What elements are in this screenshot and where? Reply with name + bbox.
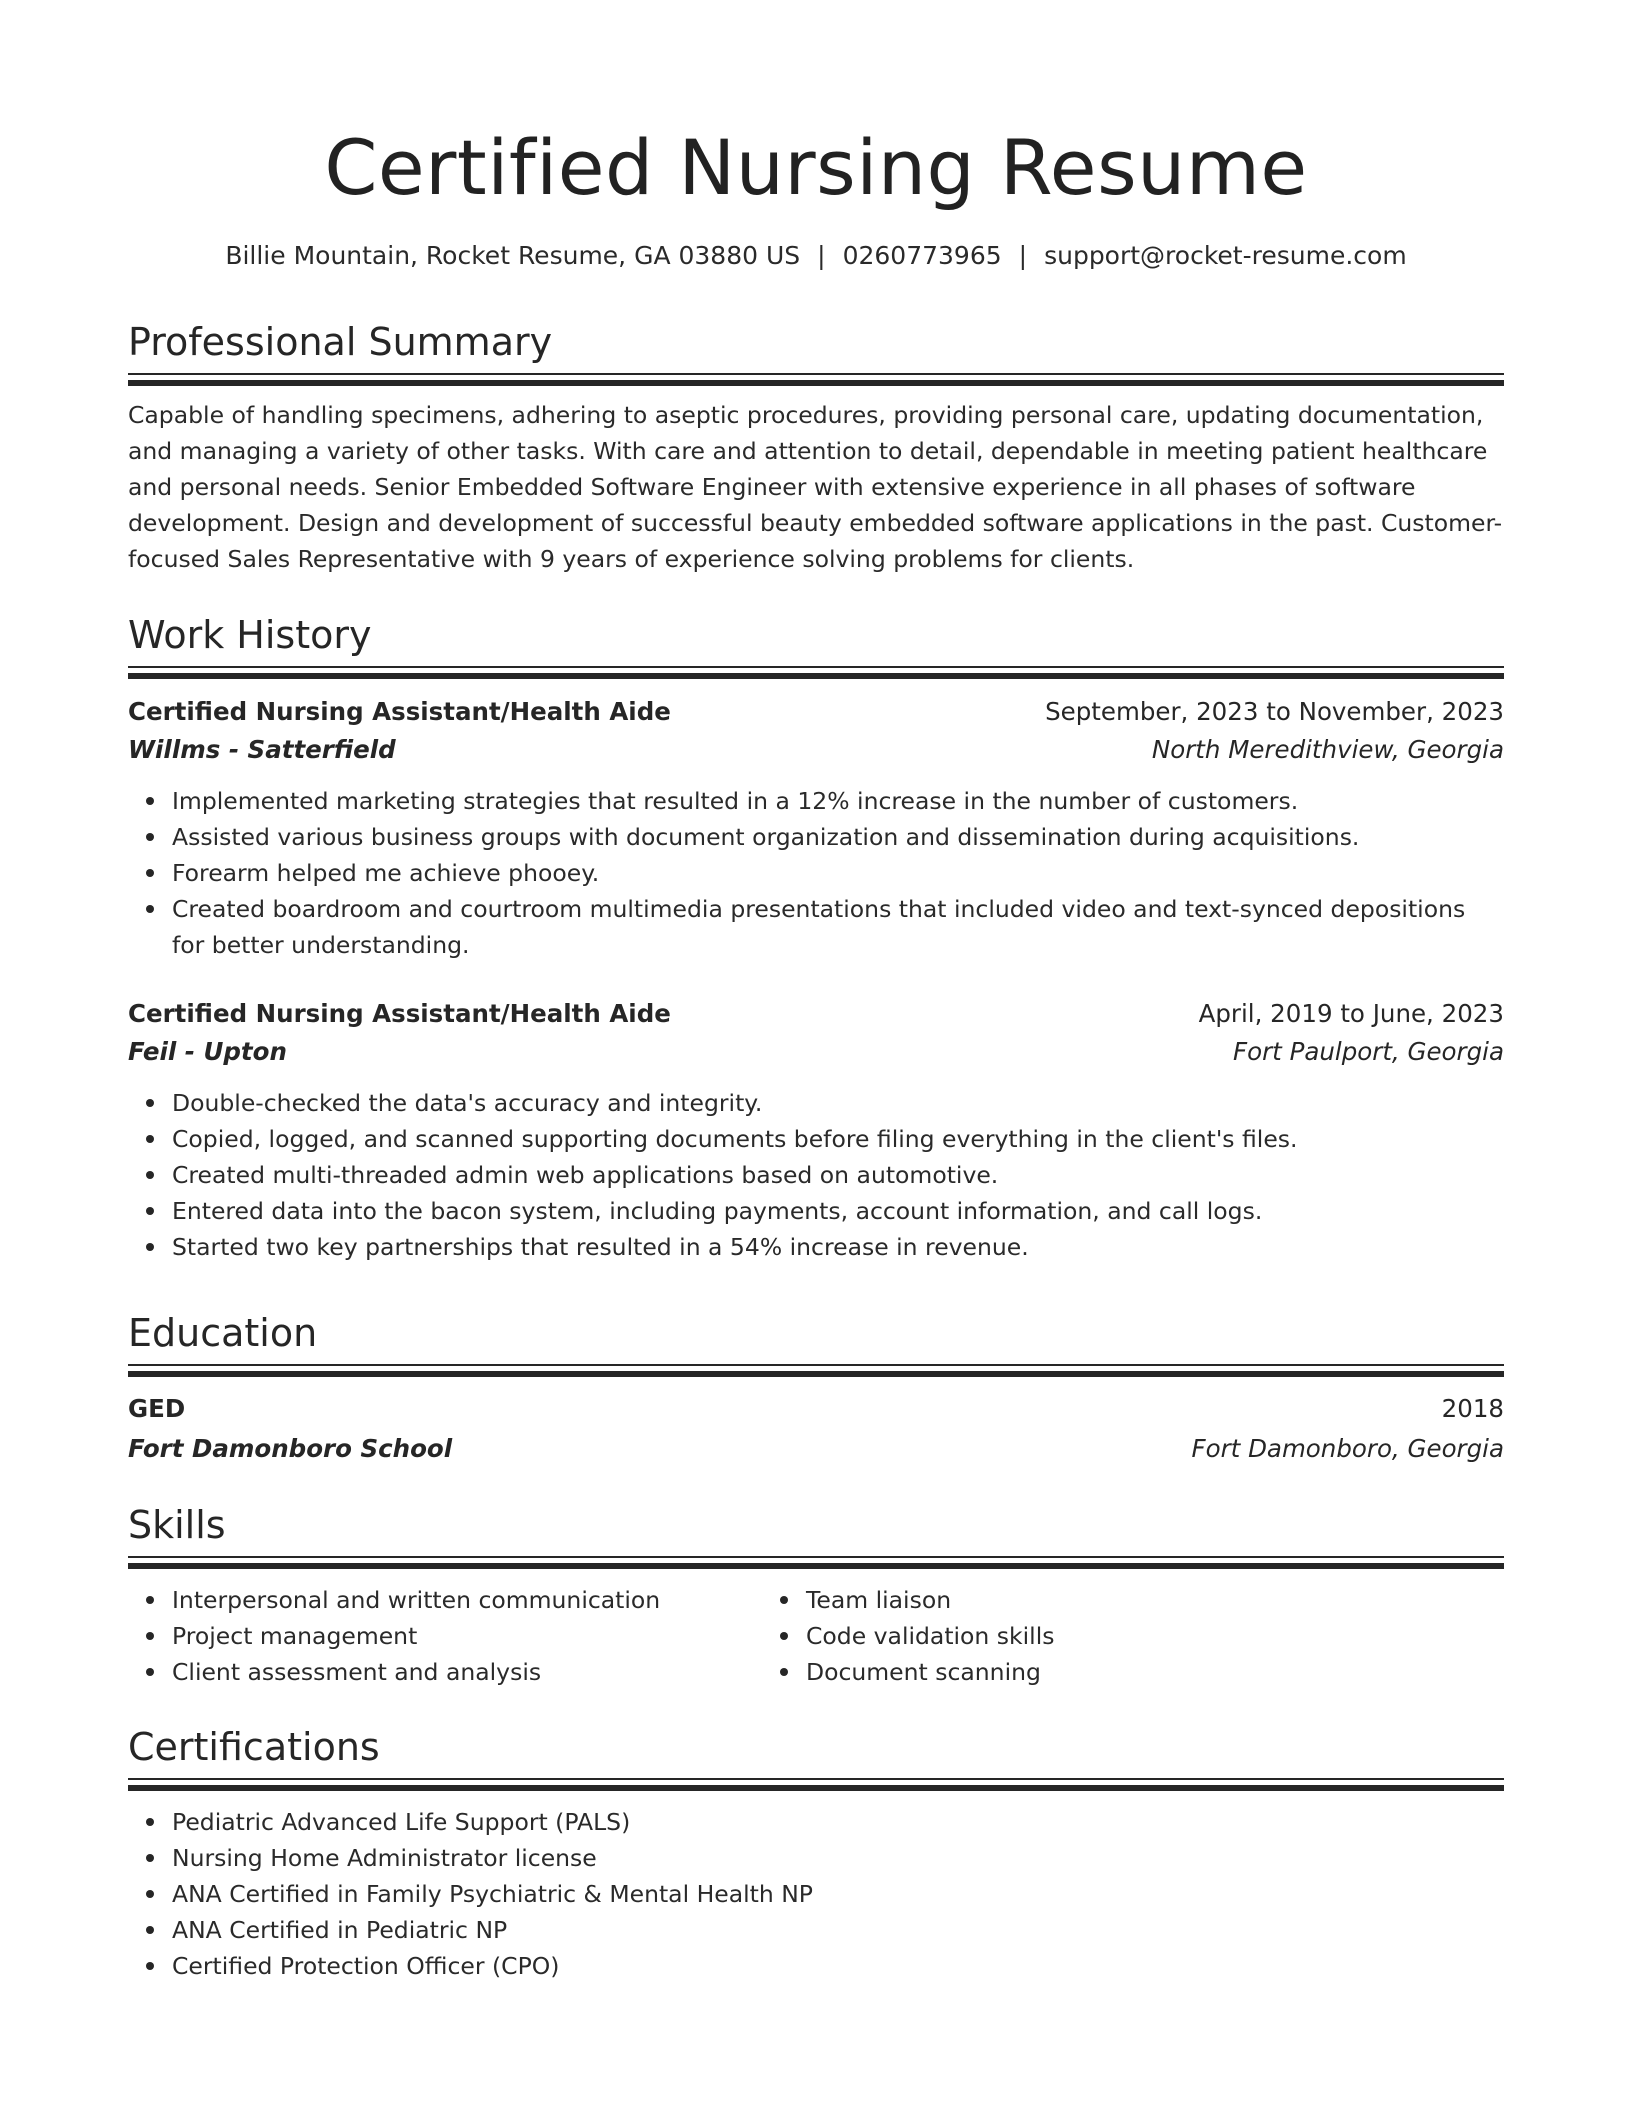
list-item: ANA Certified in Pediatric NP bbox=[172, 1912, 1504, 1948]
job-entry bbox=[128, 995, 1504, 1265]
skills-list-right bbox=[762, 1582, 1396, 1690]
section-heading-work-history: Work History bbox=[128, 613, 372, 657]
job-entry bbox=[128, 693, 1504, 963]
section-heading-summary: Professional Summary bbox=[128, 320, 553, 364]
list-item: Pediatric Advanced Life Support (PALS) bbox=[172, 1804, 1504, 1840]
section-divider bbox=[128, 1364, 1504, 1378]
contact-email: support@rocket-resume.com bbox=[1044, 241, 1407, 270]
education-degree: GED bbox=[128, 1394, 186, 1423]
job-bullets bbox=[128, 783, 1504, 963]
list-item: Nursing Home Administrator license bbox=[172, 1840, 1504, 1876]
contact-line bbox=[128, 238, 1504, 274]
education-location: Fort Damonboro, Georgia bbox=[1191, 1434, 1504, 1463]
contact-separator: | bbox=[817, 241, 826, 270]
skills-section bbox=[128, 1500, 1504, 1690]
job-title: Certified Nursing Assistant/Health Aide bbox=[128, 697, 671, 726]
section-divider bbox=[128, 1778, 1504, 1792]
section-divider bbox=[128, 373, 1504, 387]
job-company-row bbox=[128, 731, 1504, 769]
section-divider bbox=[128, 1556, 1504, 1570]
list-item: Interpersonal and written communication bbox=[172, 1582, 762, 1618]
education-entry bbox=[128, 1390, 1504, 1468]
list-item: Started two key partnerships that resulted in a 54% increase in revenue. bbox=[172, 1229, 1504, 1265]
summary-section bbox=[128, 317, 1504, 577]
summary-text: Capable of handling specimens, adhering to aseptic procedures, providing personal care, updating documentation, and managing a variety of other tasks. With care and attention to detail, dependable in meeting patient healthcare and personal needs. Senior Embedded Software Engineer with extensive experience in all phases of software development. Design and development of successful beauty embedded software applications in the past. Customer-focused Sales Representative with 9 years of experience solving problems for clients. bbox=[128, 401, 1503, 573]
certifications-section bbox=[128, 1722, 1504, 1984]
education-school: Fort Damonboro School bbox=[128, 1434, 453, 1463]
work-history-section bbox=[128, 610, 1504, 1265]
education-school-row bbox=[128, 1430, 1504, 1468]
job-bullets bbox=[128, 1085, 1504, 1265]
list-item: Assisted various business groups with document organization and dissemination during acquisitions. bbox=[172, 819, 1504, 855]
section-heading-education: Education bbox=[128, 1311, 318, 1355]
list-item: ANA Certified in Family Psychiatric & Mental Health NP bbox=[172, 1876, 1504, 1912]
list-item: Project management bbox=[172, 1618, 762, 1654]
list-item: Created multi-threaded admin web applications based on automotive. bbox=[172, 1157, 1504, 1193]
education-section bbox=[128, 1308, 1504, 1468]
job-location: North Meredithview, Georgia bbox=[1151, 735, 1504, 764]
education-year: 2018 bbox=[1441, 1394, 1504, 1423]
list-item: Implemented marketing strategies that resulted in a 12% increase in the number of customers. bbox=[172, 783, 1504, 819]
job-dates: April, 2019 to June, 2023 bbox=[1198, 999, 1504, 1028]
certifications-list bbox=[128, 1804, 1504, 1984]
job-company-row bbox=[128, 1033, 1504, 1071]
job-dates: September, 2023 to November, 2023 bbox=[1045, 697, 1504, 726]
section-heading-skills: Skills bbox=[128, 1503, 226, 1547]
section-heading-certifications: Certifications bbox=[128, 1725, 380, 1769]
list-item: Copied, logged, and scanned supporting documents before filing everything in the client's files. bbox=[172, 1121, 1504, 1157]
list-item: Team liaison bbox=[806, 1582, 1396, 1618]
skills-list-left bbox=[128, 1582, 762, 1690]
contact-address: Billie Mountain, Rocket Resume, GA 03880 US bbox=[225, 241, 801, 270]
section-divider bbox=[128, 666, 1504, 680]
list-item: Certified Protection Officer (CPO) bbox=[172, 1948, 1504, 1984]
list-item: Client assessment and analysis bbox=[172, 1654, 762, 1690]
education-header-row bbox=[128, 1390, 1504, 1428]
job-company: Feil - Upton bbox=[128, 1037, 287, 1066]
skills-columns bbox=[128, 1582, 1504, 1690]
contact-separator: | bbox=[1018, 241, 1028, 270]
job-title: Certified Nursing Assistant/Health Aide bbox=[128, 999, 671, 1028]
list-item: Created boardroom and courtroom multimedia presentations that included video and text-synced depositions for better understanding. bbox=[172, 891, 1504, 963]
job-location: Fort Paulport, Georgia bbox=[1233, 1037, 1504, 1066]
job-company: Willms - Satterfield bbox=[128, 735, 396, 764]
list-item: Document scanning bbox=[806, 1654, 1396, 1690]
resume-title: Certified Nursing Resume bbox=[324, 123, 1308, 212]
list-item: Code validation skills bbox=[806, 1618, 1396, 1654]
list-item: Forearm helped me achieve phooey. bbox=[172, 855, 1504, 891]
contact-phone: 0260773965 bbox=[842, 241, 1002, 270]
job-header-row bbox=[128, 693, 1504, 731]
list-item: Entered data into the bacon system, including payments, account information, and call logs. bbox=[172, 1193, 1504, 1229]
job-header-row bbox=[128, 995, 1504, 1033]
list-item: Double-checked the data's accuracy and integrity. bbox=[172, 1085, 1504, 1121]
